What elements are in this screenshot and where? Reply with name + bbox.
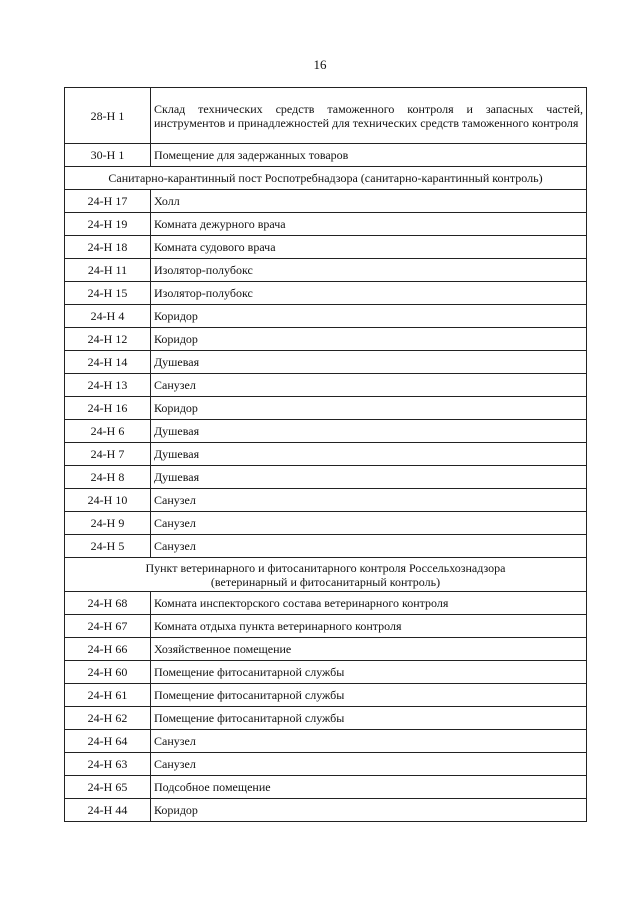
- table-row: [65, 615, 587, 638]
- table-row: [65, 374, 587, 397]
- room-code: 24-Н 63: [65, 753, 151, 776]
- room-name: Комната дежурного врача: [151, 213, 587, 236]
- section-title: [65, 558, 587, 592]
- room-code: 24-Н 9: [65, 512, 151, 535]
- table-row: [65, 707, 587, 730]
- room-name: Помещение для задержанных товаров: [151, 144, 587, 167]
- section-title-line: Пункт ветеринарного и фитосанитарного контроля Россельхознадзора: [145, 560, 506, 575]
- room-name: Санузел: [151, 512, 587, 535]
- room-name: Изолятор-полубокс: [151, 259, 587, 282]
- table-row: [65, 397, 587, 420]
- room-code: 24-Н 61: [65, 684, 151, 707]
- room-code: 24-Н 64: [65, 730, 151, 753]
- table-row: [65, 684, 587, 707]
- table-row: [65, 799, 587, 822]
- table-row: [65, 512, 587, 535]
- table-row: [65, 489, 587, 512]
- room-code: 24-Н 13: [65, 374, 151, 397]
- room-code: 24-Н 68: [65, 592, 151, 615]
- room-name: Душевая: [151, 420, 587, 443]
- room-code: 28-Н 1: [65, 88, 151, 144]
- table-row: [65, 661, 587, 684]
- room-name: Душевая: [151, 351, 587, 374]
- room-code: 24-Н 14: [65, 351, 151, 374]
- room-code: 24-Н 12: [65, 328, 151, 351]
- room-code: 24-Н 60: [65, 661, 151, 684]
- room-code: 24-Н 4: [65, 305, 151, 328]
- room-code: 24-Н 44: [65, 799, 151, 822]
- room-name: Комната судового врача: [151, 236, 587, 259]
- table-row: [65, 466, 587, 489]
- room-code: 24-Н 19: [65, 213, 151, 236]
- room-name: Санузел: [151, 535, 587, 558]
- room-name: Помещение фитосанитарной службы: [151, 707, 587, 730]
- table-row: [65, 190, 587, 213]
- room-code: 24-Н 6: [65, 420, 151, 443]
- table-row: [65, 236, 587, 259]
- table-row: [65, 776, 587, 799]
- room-name: Комната инспекторского состава ветеринарного контроля: [151, 592, 587, 615]
- room-name: Помещение фитосанитарной службы: [151, 684, 587, 707]
- room-name: Душевая: [151, 443, 587, 466]
- room-code: 24-Н 7: [65, 443, 151, 466]
- room-code: 24-Н 66: [65, 638, 151, 661]
- room-name: Санузел: [151, 753, 587, 776]
- section-header-row: [65, 558, 587, 592]
- room-name: Изолятор-полубокс: [151, 282, 587, 305]
- room-code: 24-Н 16: [65, 397, 151, 420]
- table-row: [65, 638, 587, 661]
- room-name: Холл: [151, 190, 587, 213]
- room-code: 24-Н 10: [65, 489, 151, 512]
- table-row: [65, 144, 587, 167]
- table-row: [65, 420, 587, 443]
- room-name: Помещение фитосанитарной службы: [151, 661, 587, 684]
- room-code: 30-Н 1: [65, 144, 151, 167]
- room-name: Комната отдыха пункта ветеринарного контроля: [151, 615, 587, 638]
- room-name: Подсобное помещение: [151, 776, 587, 799]
- room-code: 24-Н 8: [65, 466, 151, 489]
- room-code: 24-Н 5: [65, 535, 151, 558]
- section-title: Санитарно-карантинный пост Роспотребнадзора (санитарно-карантинный контроль): [65, 167, 587, 190]
- room-code: 24-Н 62: [65, 707, 151, 730]
- table-row: [65, 88, 587, 144]
- table-row: [65, 535, 587, 558]
- page-number: 16: [313, 57, 327, 72]
- room-name: Хозяйственное помещение: [151, 638, 587, 661]
- section-header-row: [65, 167, 587, 190]
- table-row: [65, 730, 587, 753]
- room-name: Санузел: [151, 730, 587, 753]
- room-code: 24-Н 17: [65, 190, 151, 213]
- room-name: Коридор: [151, 397, 587, 420]
- table-row: [65, 213, 587, 236]
- section-title-line: (ветеринарный и фитосанитарный контроль): [210, 574, 441, 589]
- room-name: Коридор: [151, 305, 587, 328]
- table-row: [65, 259, 587, 282]
- table-row: [65, 443, 587, 466]
- room-name: Коридор: [151, 799, 587, 822]
- room-name: Санузел: [151, 374, 587, 397]
- table-row: [65, 753, 587, 776]
- table-row: [65, 282, 587, 305]
- table-row: [65, 351, 587, 374]
- table-row: [65, 305, 587, 328]
- room-name: Душевая: [151, 466, 587, 489]
- table-row: [65, 328, 587, 351]
- room-name: Коридор: [151, 328, 587, 351]
- premises-table: [64, 87, 587, 822]
- room-name: Склад технических средств таможенного контроля и запасных частей, инструментов и принадлежностей для технических средств таможенного контроля: [151, 88, 587, 144]
- room-code: 24-Н 11: [65, 259, 151, 282]
- room-code: 24-Н 18: [65, 236, 151, 259]
- room-code: 24-Н 15: [65, 282, 151, 305]
- room-name: Санузел: [151, 489, 587, 512]
- room-code: 24-Н 67: [65, 615, 151, 638]
- table-row: [65, 592, 587, 615]
- room-code: 24-Н 65: [65, 776, 151, 799]
